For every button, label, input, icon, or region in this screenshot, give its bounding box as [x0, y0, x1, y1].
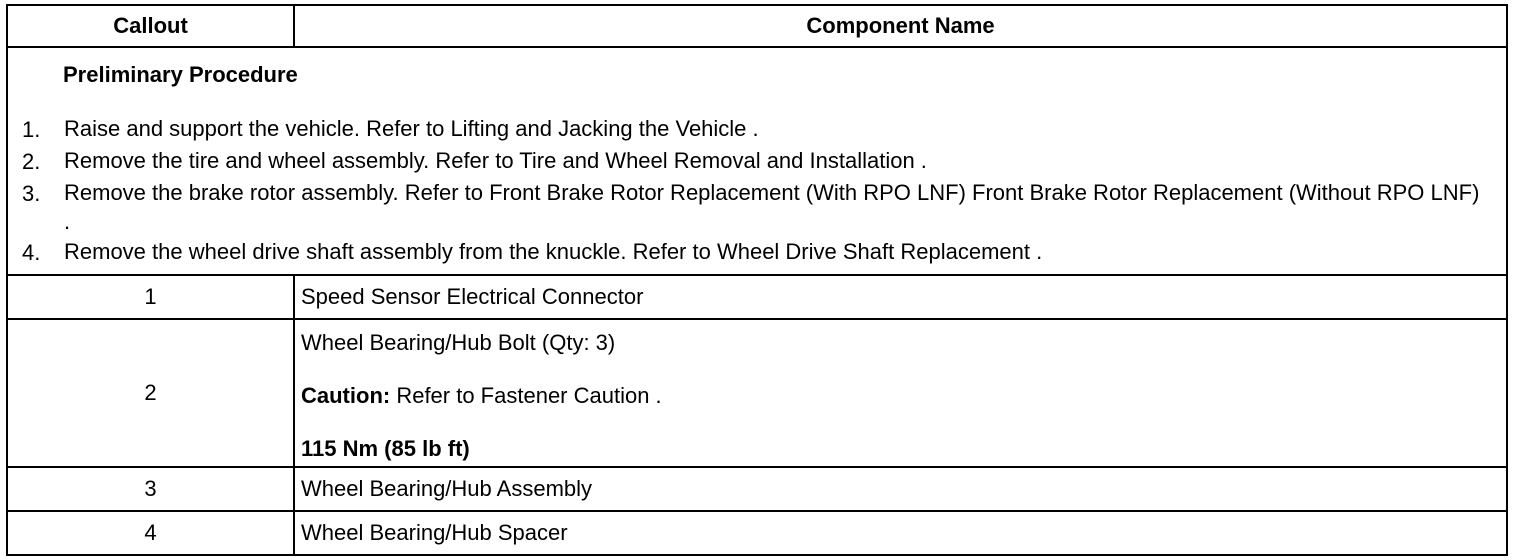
component-name: Wheel Bearing/Hub Bolt (Qty: 3) — [301, 330, 616, 355]
preliminary-title: Preliminary Procedure — [63, 62, 298, 87]
callout-cell: 2 — [7, 319, 294, 467]
table-row — [7, 467, 1507, 511]
step-item — [22, 114, 1482, 145]
callout-header: Callout — [7, 5, 294, 47]
step-item — [22, 237, 1482, 268]
step-text: Remove the tire and wheel assembly. Refer to Tire and Wheel Removal and Installation . — [64, 148, 927, 173]
preliminary-steps — [22, 114, 1482, 269]
callout-cell: 4 — [7, 511, 294, 555]
step-number: 1. — [22, 117, 41, 142]
step-number: 2. — [22, 149, 41, 174]
step-text: Raise and support the vehicle. Refer to Lifting and Jacking the Vehicle . — [64, 116, 759, 141]
preliminary-row — [7, 47, 1507, 275]
callout-cell: 3 — [7, 467, 294, 511]
step-number: 3. — [22, 181, 41, 206]
component-name-cell: Speed Sensor Electrical Connector — [294, 275, 1507, 319]
preliminary-procedure — [7, 47, 1507, 275]
table-row — [7, 319, 1507, 467]
component-name-header: Component Name — [294, 5, 1507, 47]
torque-spec: 115 Nm (85 lb ft) — [301, 436, 470, 461]
component-name-cell — [294, 319, 1507, 467]
component-name-cell: Wheel Bearing/Hub Assembly — [294, 467, 1507, 511]
caution-note — [301, 383, 1506, 409]
step-item — [22, 178, 1482, 236]
procedure-table — [6, 4, 1508, 556]
step-number: 4. — [22, 240, 41, 265]
header-row — [7, 5, 1507, 47]
table-row — [7, 511, 1507, 555]
step-item — [22, 146, 1482, 177]
callout-cell: 1 — [7, 275, 294, 319]
table-row — [7, 275, 1507, 319]
step-text: Remove the brake rotor assembly. Refer to Front Brake Rotor Replacement (With RPO LNF) Front Brake Rotor Replacement (Without RPO LNF) . — [64, 180, 1480, 234]
step-text: Remove the wheel drive shaft assembly from the knuckle. Refer to Wheel Drive Shaft Replacement . — [64, 239, 1043, 264]
caution-text: Refer to Fastener Caution . — [390, 383, 662, 408]
component-name-cell: Wheel Bearing/Hub Spacer — [294, 511, 1507, 555]
caution-label: Caution: — [301, 383, 391, 408]
